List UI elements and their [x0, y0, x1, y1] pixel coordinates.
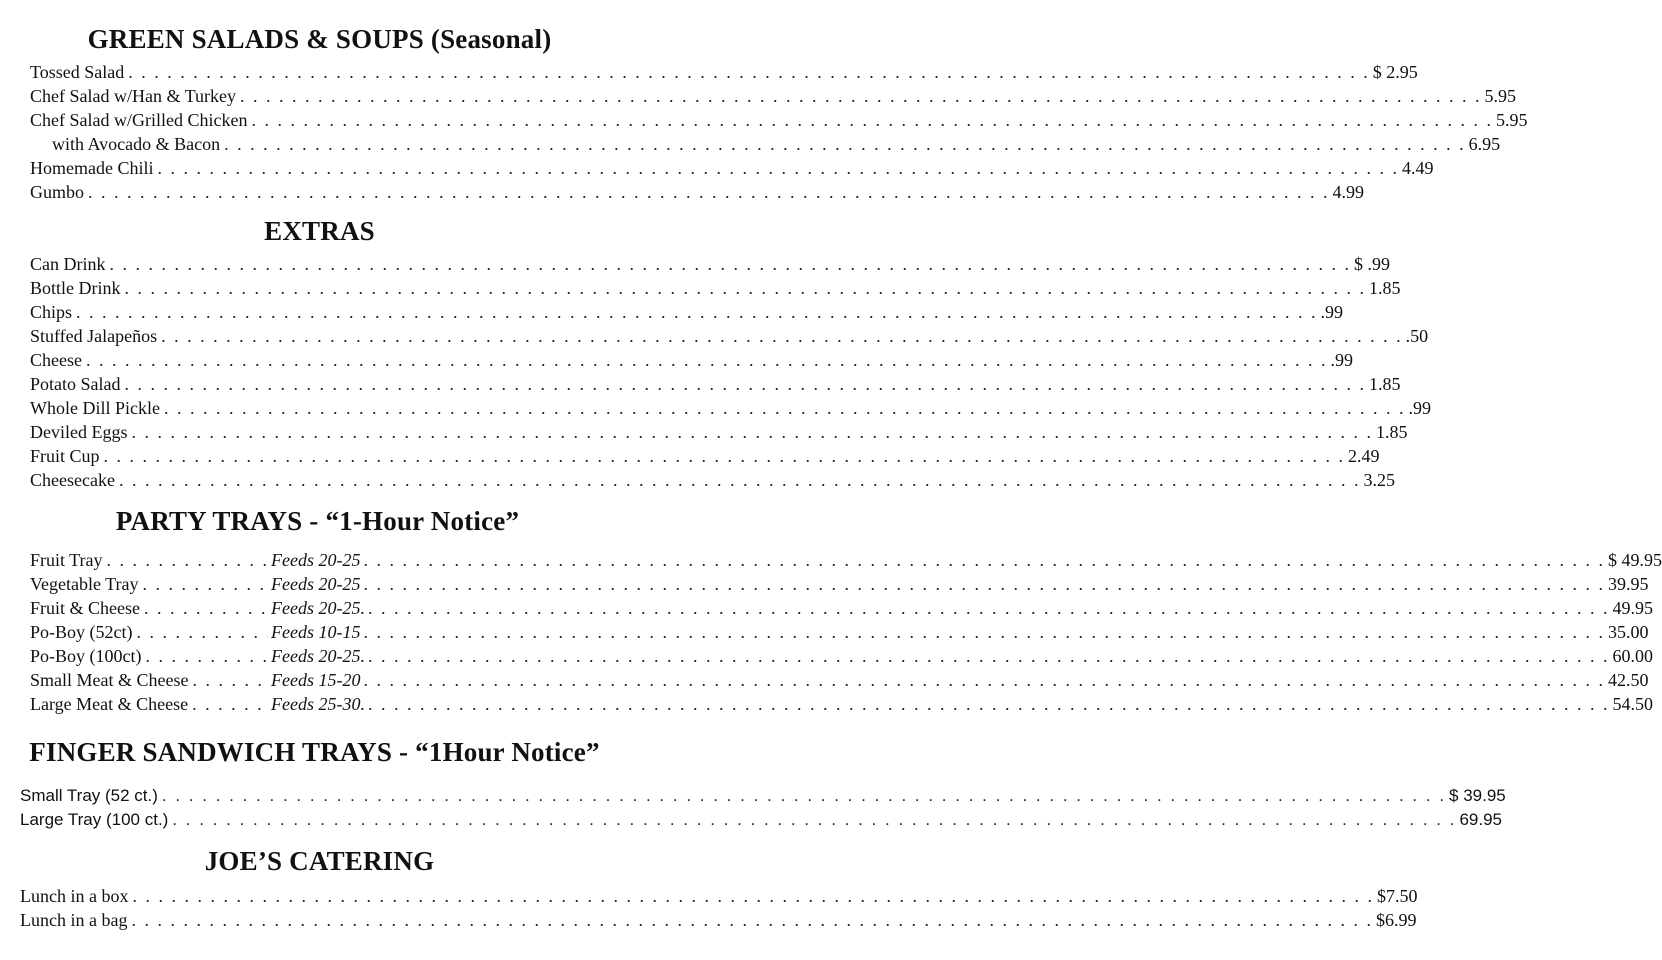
menu-item	[30, 180, 1364, 204]
dot-leader	[110, 252, 1352, 276]
item-price: 6.95	[1468, 134, 1501, 154]
dot-leader	[164, 396, 1406, 420]
menu-item	[30, 300, 1344, 324]
dot-leader	[192, 668, 268, 692]
item-label: Cheesecake	[30, 470, 115, 490]
dot-leader	[119, 468, 1361, 492]
item-label: Small Meat & Cheese	[30, 670, 189, 690]
item-price: 4.49	[1401, 158, 1434, 178]
item-label: Po-Boy (52ct)	[30, 622, 133, 642]
item-price: 5.95	[1484, 86, 1516, 106]
menu-item	[20, 808, 1503, 832]
item-label: Stuffed Jalapeños	[30, 326, 158, 346]
item-price: 49.95	[1612, 598, 1653, 618]
menu-item	[30, 324, 1429, 348]
menu-item	[30, 468, 1395, 492]
item-price: $ .99	[1354, 254, 1390, 274]
tray-item	[30, 620, 1649, 644]
item-price: 1.85	[1375, 422, 1408, 442]
menu-item	[30, 420, 1408, 444]
dot-leader	[363, 620, 1605, 644]
tray-item	[30, 668, 1649, 692]
tray-item	[30, 692, 1653, 716]
menu-item	[30, 444, 1380, 468]
menu-item	[20, 884, 1418, 908]
extras-heading: EXTRAS	[264, 216, 375, 246]
dot-leader	[363, 572, 1605, 596]
tray-item	[30, 644, 1653, 668]
item-price: 69.95	[1459, 810, 1503, 829]
item-label: Bottle Drink	[30, 278, 121, 298]
dot-leader	[125, 372, 1367, 396]
item-label: with Avocado & Bacon	[52, 134, 221, 154]
item-label: Po-Boy (100ct)	[30, 646, 142, 666]
menu-item	[30, 132, 1501, 156]
item-label: Fruit Tray	[30, 550, 103, 570]
item-label: Vegetable Tray	[30, 574, 139, 594]
dot-leader	[88, 180, 1330, 204]
menu-item	[30, 156, 1434, 180]
menu-item	[20, 908, 1417, 932]
item-label: Deviled Eggs	[30, 422, 128, 442]
menu-item	[30, 396, 1431, 420]
item-price: $7.50	[1376, 886, 1418, 906]
dot-leader	[86, 348, 1328, 372]
item-price: 3.25	[1363, 470, 1395, 490]
item-label: Gumbo	[30, 182, 84, 202]
item-label: Large Meat & Cheese	[30, 694, 189, 714]
item-feeds: Feeds 15-20	[271, 670, 361, 690]
dot-leader	[192, 692, 268, 716]
item-price: 39.95	[1607, 574, 1649, 594]
item-price: 42.50	[1607, 670, 1649, 690]
catering-heading: JOE’S CATERING	[204, 846, 435, 876]
dot-leader	[131, 908, 1373, 932]
party-trays-heading: PARTY TRAYS - “1-Hour Notice”	[115, 506, 520, 536]
dot-leader	[104, 444, 1346, 468]
menu-item	[30, 84, 1516, 108]
dot-leader	[251, 108, 1493, 132]
menu-item	[30, 276, 1401, 300]
menu-item	[30, 108, 1528, 132]
item-price: $6.99	[1375, 910, 1417, 930]
item-label: Fruit & Cheese	[30, 598, 140, 618]
dot-leader	[128, 60, 1370, 84]
dot-leader	[172, 808, 1456, 832]
menu-item	[30, 252, 1390, 276]
item-label: Lunch in a box	[20, 886, 129, 906]
dot-leader	[142, 572, 268, 596]
dot-leader	[224, 132, 1466, 156]
tray-item	[30, 596, 1653, 620]
dot-leader	[368, 692, 1610, 716]
item-label: Small Tray (52 ct.)	[20, 786, 158, 805]
item-label: Lunch in a bag	[20, 910, 128, 930]
dot-leader	[368, 644, 1610, 668]
item-label: Fruit Cup	[30, 446, 100, 466]
item-price: 5.95	[1495, 110, 1528, 130]
item-label: Large Tray (100 ct.)	[20, 810, 169, 829]
dot-leader	[363, 548, 1605, 572]
dot-leader	[161, 324, 1403, 348]
item-feeds: Feeds 20-25.	[271, 646, 365, 666]
dot-leader	[132, 884, 1374, 908]
item-label: Tossed Salad	[30, 62, 125, 82]
item-price: .99	[1408, 398, 1431, 418]
item-feeds: Feeds 25-30.	[271, 694, 365, 714]
item-price: .99	[1320, 302, 1344, 322]
item-label: Chips	[30, 302, 73, 322]
item-price: 4.99	[1332, 182, 1364, 202]
item-price: $ 49.95	[1607, 550, 1662, 570]
dot-leader	[144, 596, 268, 620]
dot-leader	[157, 156, 1399, 180]
item-feeds: Feeds 20-25	[271, 550, 361, 570]
item-price: 2.49	[1348, 446, 1380, 466]
tray-item	[30, 548, 1662, 572]
menu-item	[20, 784, 1506, 808]
dot-leader	[125, 276, 1367, 300]
item-feeds: Feeds 20-25	[271, 574, 361, 594]
item-feeds: Feeds 10-15	[271, 622, 361, 642]
item-label: Whole Dill Pickle	[30, 398, 160, 418]
item-label: Potato Salad	[30, 374, 121, 394]
item-price: 1.85	[1369, 278, 1401, 298]
menu-item	[30, 348, 1353, 372]
dot-leader	[363, 668, 1605, 692]
dot-leader	[76, 300, 1318, 324]
finger-trays-heading: FINGER SANDWICH TRAYS - “1Hour Notice”	[29, 737, 600, 767]
item-price: 60.00	[1612, 646, 1653, 666]
item-price: $ 39.95	[1449, 786, 1506, 805]
item-price: .50	[1405, 326, 1429, 346]
item-label: Chef Salad w/Han & Turkey	[30, 86, 236, 106]
item-price: .99	[1330, 350, 1353, 370]
dot-leader	[368, 596, 1610, 620]
item-label: Chef Salad w/Grilled Chicken	[30, 110, 248, 130]
item-label: Cheese	[30, 350, 82, 370]
item-label: Homemade Chili	[30, 158, 154, 178]
item-price: $ 2.95	[1372, 62, 1418, 82]
menu-item	[30, 372, 1401, 396]
item-feeds: Feeds 20-25.	[271, 598, 365, 618]
dot-leader	[107, 548, 268, 572]
dot-leader	[240, 84, 1482, 108]
dot-leader	[137, 620, 269, 644]
menu-item	[30, 60, 1418, 84]
dot-leader	[131, 420, 1373, 444]
item-price: 35.00	[1607, 622, 1649, 642]
dot-leader	[162, 784, 1446, 808]
salads-heading: GREEN SALADS & SOUPS (Seasonal)	[87, 24, 552, 54]
tray-item	[30, 572, 1649, 596]
item-label: Can Drink	[30, 254, 106, 274]
item-price: 1.85	[1369, 374, 1401, 394]
item-price: 54.50	[1612, 694, 1653, 714]
dot-leader	[146, 644, 269, 668]
